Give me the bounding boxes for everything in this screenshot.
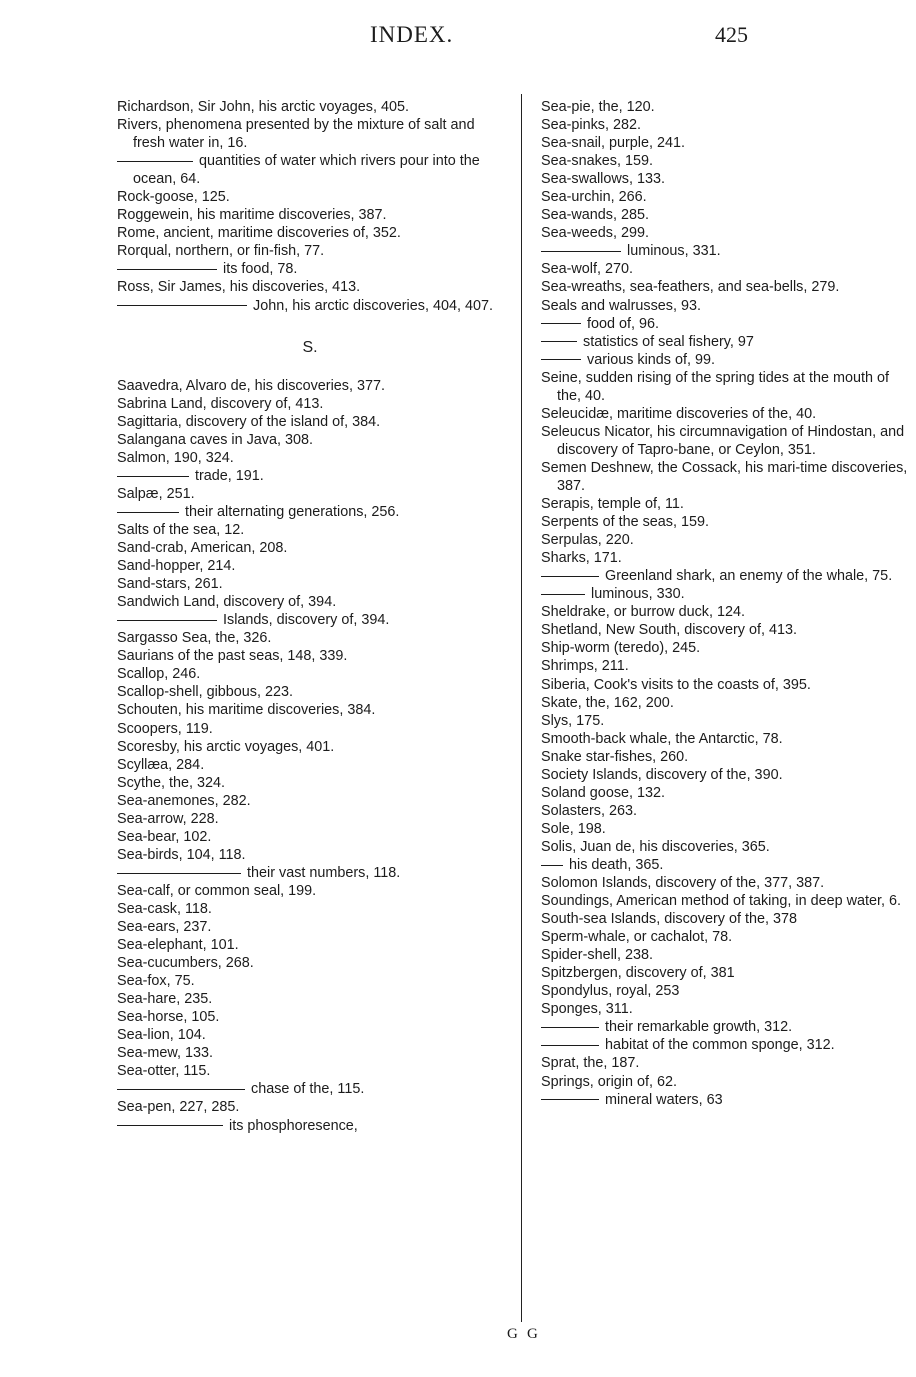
index-entry <box>541 802 916 820</box>
entry-text: Sea-fox, 75. <box>117 973 195 990</box>
index-entry <box>541 333 916 351</box>
index-entry <box>541 260 916 278</box>
entry-text: mineral waters, 63 <box>605 1091 723 1108</box>
index-entry <box>541 621 916 639</box>
index-entry <box>541 278 916 296</box>
entry-text: Seleucidæ, maritime discoveries of the, 40. <box>541 405 817 422</box>
index-entry <box>117 503 503 521</box>
index-entry <box>541 188 916 206</box>
entry-text: habitat of the common sponge, 312. <box>605 1037 835 1054</box>
entry-text: its food, 78. <box>223 261 298 278</box>
index-entry <box>117 900 503 918</box>
ditto-dash <box>117 476 189 477</box>
index-entry <box>541 351 916 369</box>
entry-text: Sea-pie, the, 120. <box>541 99 655 115</box>
entry-text: Scoopers, 119. <box>117 720 213 737</box>
index-entry <box>117 377 503 395</box>
entry-text: Sabrina Land, discovery of, 413. <box>117 395 324 412</box>
entry-text: Sea-snail, purple, 241. <box>541 135 685 152</box>
index-entry <box>117 701 503 719</box>
ditto-dash <box>117 305 247 306</box>
page-header <box>0 18 800 58</box>
entry-text: its phosphoresence, <box>229 1117 358 1134</box>
index-entry <box>117 828 503 846</box>
index-entry <box>541 676 916 694</box>
index-entry <box>541 946 916 964</box>
index-entry <box>117 864 503 882</box>
entry-text: Ship-worm (teredo), 245. <box>541 640 701 657</box>
entry-text: Sprat, the, 187. <box>541 1055 640 1072</box>
ditto-dash <box>541 341 577 342</box>
index-entry <box>541 423 916 459</box>
index-entry <box>541 820 916 838</box>
entry-text: his death, 365. <box>569 856 664 873</box>
entry-text: Sheldrake, or burrow duck, 124. <box>541 604 745 621</box>
index-entry <box>541 459 916 495</box>
index-entry <box>117 1117 503 1135</box>
entry-text: Rome, ancient, maritime discoveries of, 352. <box>117 225 401 242</box>
index-entry <box>541 495 916 513</box>
entry-text: Sea-pen, 227, 285. <box>117 1099 240 1116</box>
entry-text: Springs, origin of, 62. <box>541 1073 677 1090</box>
index-entry <box>541 766 916 784</box>
index-entry <box>117 665 503 683</box>
entry-text: Scoresby, his arctic voyages, 401. <box>117 738 335 755</box>
index-entry <box>117 152 503 188</box>
index-entry <box>541 964 916 982</box>
entry-text: Sharks, 171. <box>541 550 622 567</box>
entry-text: Semen Deshnew, the Cossack, his mari-time discoveries, 387. <box>541 459 908 494</box>
index-entry <box>117 557 503 575</box>
index-entry <box>541 639 916 657</box>
ditto-dash <box>117 512 179 513</box>
index-entry <box>117 224 503 242</box>
ditto-dash <box>541 594 585 595</box>
index-entry <box>117 242 503 260</box>
entry-text: Salmon, 190, 324. <box>117 449 234 466</box>
index-entry <box>117 882 503 900</box>
entry-text: Sea-birds, 104, 118. <box>117 846 246 863</box>
entry-text: Sargasso Sea, the, 326. <box>117 630 272 647</box>
ditto-dash <box>117 269 217 270</box>
entry-text: Saavedra, Alvaro de, his discoveries, 377. <box>117 377 385 394</box>
entry-text: luminous, 331. <box>627 243 721 260</box>
entry-text: Sand-stars, 261. <box>117 576 223 593</box>
entry-text: luminous, 330. <box>591 586 685 603</box>
ditto-dash <box>541 576 599 577</box>
entry-text: Sperm-whale, or cachalot, 78. <box>541 929 733 946</box>
index-entry <box>117 297 503 315</box>
entry-text: Society Islands, discovery of the, 390. <box>541 766 783 783</box>
index-entry <box>117 1026 503 1044</box>
index-entry <box>117 1044 503 1062</box>
entry-text: chase of the, 115. <box>251 1081 365 1098</box>
index-entry <box>117 738 503 756</box>
entry-text: Snake star-fishes, 260. <box>541 748 689 765</box>
entry-text: Sea-hare, 235. <box>117 991 213 1008</box>
index-entry <box>117 972 503 990</box>
ditto-dash <box>541 1045 599 1046</box>
index-entry <box>117 611 503 629</box>
ditto-dash <box>541 1099 599 1100</box>
index-entry <box>117 954 503 972</box>
entry-text: Solasters, 263. <box>541 802 637 819</box>
index-entry <box>541 892 916 910</box>
index-entry <box>541 134 916 152</box>
index-entry <box>117 485 503 503</box>
entry-text: food of, 96. <box>587 315 660 332</box>
index-entry <box>541 856 916 874</box>
entry-text: Sea-mew, 133. <box>117 1045 213 1062</box>
index-entry <box>117 990 503 1008</box>
entry-text: Sole, 198. <box>541 820 606 837</box>
index-entry <box>541 315 916 333</box>
entry-text: Roggewein, his maritime discoveries, 387. <box>117 207 387 224</box>
entry-text: their remarkable growth, 312. <box>605 1019 793 1036</box>
entry-text: Sea-anemones, 282. <box>117 792 251 809</box>
index-entry <box>541 603 916 621</box>
index-entry <box>541 1054 916 1072</box>
entry-text: Sea-arrow, 228. <box>117 810 219 827</box>
ditto-dash <box>541 359 581 360</box>
entry-text: Spondylus, royal, 253 <box>541 983 680 1000</box>
entry-text: Rivers, phenomena presented by the mixture of salt and fresh water in, 16. <box>117 117 475 152</box>
index-entry <box>541 982 916 1000</box>
entry-text: Spitzbergen, discovery of, 381 <box>541 965 735 982</box>
index-entry <box>541 405 916 423</box>
ditto-dash <box>541 251 621 252</box>
entry-text: their alternating generations, 256. <box>185 503 400 520</box>
index-entry <box>117 629 503 647</box>
index-entry <box>541 224 916 242</box>
index-entry <box>117 413 503 431</box>
index-entry <box>541 657 916 675</box>
entry-text: Sea-wands, 285. <box>541 207 650 224</box>
index-entry <box>541 1000 916 1018</box>
entry-text: John, his arctic discoveries, 404, 407. <box>253 297 493 314</box>
index-entry <box>117 756 503 774</box>
entry-text: Rock-goose, 125. <box>117 189 230 206</box>
index-entry <box>117 810 503 828</box>
entry-text: Sea-wolf, 270. <box>541 261 633 278</box>
index-entry <box>541 297 916 315</box>
entry-text: Sandwich Land, discovery of, 394. <box>117 594 337 611</box>
index-entry <box>117 647 503 665</box>
index-entry <box>541 874 916 892</box>
entry-text: various kinds of, 99. <box>587 351 715 368</box>
entry-text: Sea-ears, 237. <box>117 919 212 936</box>
entry-text: trade, 191. <box>195 467 264 484</box>
entry-text: Sea-calf, or common seal, 199. <box>117 882 317 899</box>
entry-text: Slys, 175. <box>541 712 605 729</box>
index-entry <box>117 188 503 206</box>
index-entry <box>541 1018 916 1036</box>
index-entry <box>117 467 503 485</box>
index-entry <box>117 918 503 936</box>
entry-text: Shrimps, 211. <box>541 658 629 675</box>
index-entry <box>117 431 503 449</box>
index-entry <box>541 712 916 730</box>
signature-letter: G <box>507 1326 518 1342</box>
index-entry <box>117 1080 503 1098</box>
index-entry <box>117 116 503 152</box>
entry-text: Scythe, the, 324. <box>117 774 226 791</box>
entry-text: their vast numbers, 118. <box>247 864 401 881</box>
index-entry <box>117 593 503 611</box>
index-entry <box>541 694 916 712</box>
entry-text: Soland goose, 132. <box>541 784 666 801</box>
entry-text: Smooth-back whale, the Antarctic, 78. <box>541 730 783 747</box>
index-entry <box>541 567 916 585</box>
index-entry <box>541 206 916 224</box>
entry-text: Serpulas, 220. <box>541 532 634 549</box>
entry-text: Sea-bear, 102. <box>117 828 212 845</box>
entry-text: Sea-cucumbers, 268. <box>117 955 254 972</box>
index-entry <box>117 521 503 539</box>
entry-text: Sea-cask, 118. <box>117 900 212 917</box>
index-entry <box>541 98 916 116</box>
entry-text: Spider-shell, 238. <box>541 947 653 964</box>
index-entry <box>117 395 503 413</box>
entry-text: quantities of water which rivers pour into the ocean, 64. <box>133 153 480 188</box>
entry-text: Saurians of the past seas, 148, 339. <box>117 648 348 665</box>
ditto-dash <box>117 873 241 874</box>
index-entry <box>541 369 916 405</box>
entry-text: Solis, Juan de, his discoveries, 365. <box>541 838 770 855</box>
entry-text: Salangana caves in Java, 308. <box>117 431 314 448</box>
entry-text: Scallop-shell, gibbous, 223. <box>117 684 293 701</box>
index-entry <box>117 936 503 954</box>
index-entry <box>117 720 503 738</box>
entry-text: Sea-lion, 104. <box>117 1027 206 1044</box>
index-entry <box>117 98 503 116</box>
index-entry <box>541 513 916 531</box>
entry-text: Sea-pinks, 282. <box>541 117 641 134</box>
index-entry <box>541 1036 916 1054</box>
entry-text: Seleucus Nicator, his circumnavigation of Hindostan, and discovery of Tapro-bane, or Ceylon, 351. <box>541 423 905 458</box>
ditto-dash <box>541 323 581 324</box>
index-entry <box>541 116 916 134</box>
entry-text: Ross, Sir James, his discoveries, 413. <box>117 279 361 296</box>
page-number: 425 <box>715 22 748 47</box>
signature-letter: G <box>527 1326 538 1342</box>
index-entry <box>117 1062 503 1080</box>
entry-text: Schouten, his maritime discoveries, 384. <box>117 702 376 719</box>
entry-text: Sea-swallows, 133. <box>541 171 665 188</box>
entry-text: Soundings, American method of taking, in deep water, 6. <box>541 893 901 910</box>
entry-text: Richardson, Sir John, his arctic voyages, 405. <box>117 99 409 115</box>
index-entry <box>117 1098 503 1116</box>
index-column-left <box>117 98 503 1135</box>
entry-text: Islands, discovery of, 394. <box>223 612 390 629</box>
running-head: INDEX. <box>370 22 454 47</box>
entry-text: Skate, the, 162, 200. <box>541 694 674 711</box>
entry-text: Salts of the sea, 12. <box>117 521 245 538</box>
index-entry <box>117 278 503 296</box>
index-entry <box>541 730 916 748</box>
index-entry <box>541 928 916 946</box>
entry-text: statistics of seal fishery, 97 <box>583 333 754 350</box>
index-entry <box>117 449 503 467</box>
entry-text: Greenland shark, an enemy of the whale, 75. <box>605 568 893 585</box>
index-entry <box>541 784 916 802</box>
entry-text: Solomon Islands, discovery of the, 377, 387. <box>541 875 825 892</box>
index-entry <box>117 206 503 224</box>
index-entry <box>117 683 503 701</box>
ditto-dash <box>117 620 217 621</box>
index-entry <box>541 1073 916 1091</box>
entry-text: South-sea Islands, discovery of the, 378 <box>541 911 797 928</box>
entry-text: Sea-snakes, 159. <box>541 153 653 170</box>
index-column-right <box>541 98 916 1109</box>
entry-text: Seine, sudden rising of the spring tides at the mouth of the, 40. <box>541 369 889 404</box>
index-entry <box>541 748 916 766</box>
index-entry <box>541 170 916 188</box>
index-entry <box>541 531 916 549</box>
index-entry <box>541 1091 916 1109</box>
entry-text: Sagittaria, discovery of the island of, 384. <box>117 413 381 430</box>
ditto-dash <box>541 865 563 866</box>
entry-text: Siberia, Cook's visits to the coasts of, 395. <box>541 676 811 693</box>
index-entry <box>541 585 916 603</box>
entry-text: Sea-otter, 115. <box>117 1063 211 1080</box>
index-entry <box>117 260 503 278</box>
ditto-dash <box>117 1125 223 1126</box>
section-letter: S. <box>302 338 318 356</box>
entry-text: Serpents of the seas, 159. <box>541 514 710 531</box>
index-entry <box>117 575 503 593</box>
entry-text: Sand-hopper, 214. <box>117 558 236 575</box>
entry-text: Seals and walrusses, 93. <box>541 297 701 314</box>
entry-text: Sea-wreaths, sea-feathers, and sea-bells, 279. <box>541 279 840 296</box>
index-entry <box>117 792 503 810</box>
entry-text: Rorqual, northern, or fin-fish, 77. <box>117 243 325 260</box>
index-entry <box>541 152 916 170</box>
entry-text: Sea-elephant, 101. <box>117 937 239 954</box>
index-entry <box>541 549 916 567</box>
entry-text: Serapis, temple of, 11. <box>541 496 684 513</box>
index-entry <box>541 242 916 260</box>
ditto-dash <box>541 1027 599 1028</box>
entry-text: Sea-urchin, 266. <box>541 189 647 206</box>
index-entry <box>117 774 503 792</box>
index-entry <box>117 539 503 557</box>
entry-text: Sea-weeds, 299. <box>541 225 650 242</box>
entry-text: Scallop, 246. <box>117 666 201 683</box>
entry-text: Sand-crab, American, 208. <box>117 540 288 557</box>
index-entry <box>117 1008 503 1026</box>
ditto-dash <box>117 1089 245 1090</box>
column-divider <box>521 94 522 1322</box>
index-entry <box>541 838 916 856</box>
entry-text: Scyllæa, 284. <box>117 756 205 773</box>
entry-text: Shetland, New South, discovery of, 413. <box>541 622 797 639</box>
entry-text: Sponges, 311. <box>541 1001 633 1018</box>
index-entry <box>117 846 503 864</box>
entry-text: Sea-horse, 105. <box>117 1009 220 1026</box>
entry-text: Salpæ, 251. <box>117 485 195 502</box>
ditto-dash <box>117 161 193 162</box>
index-entry <box>541 910 916 928</box>
